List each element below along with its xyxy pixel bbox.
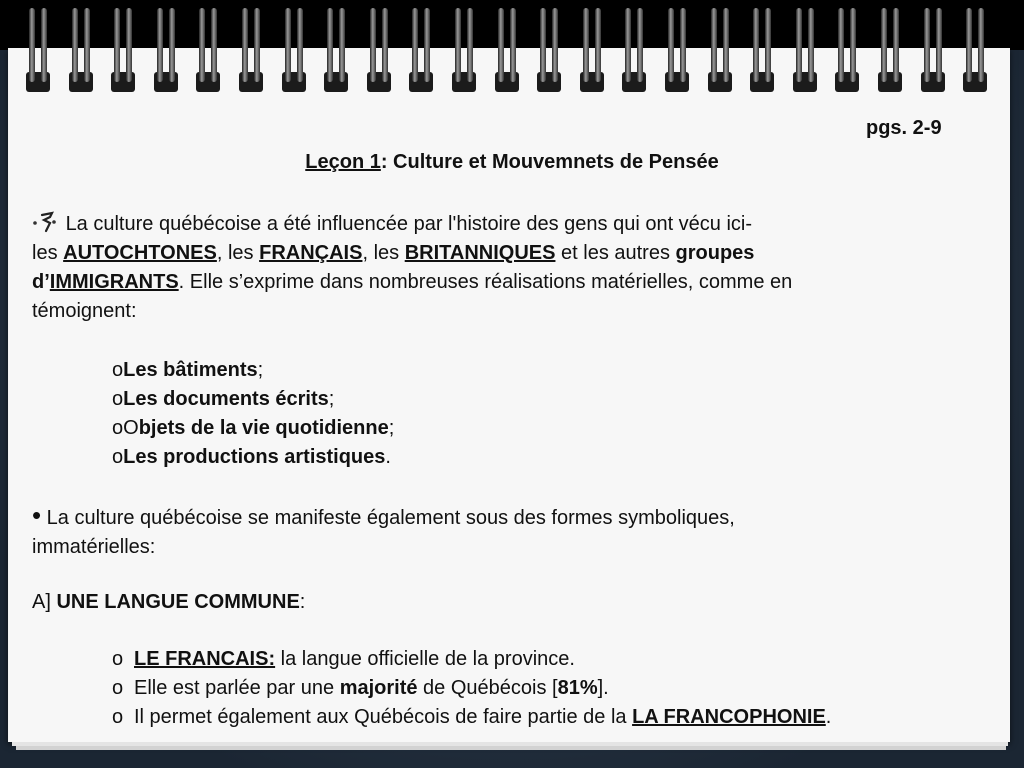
spiral-ring [194, 6, 224, 92]
text: Les productions artistiques [123, 446, 386, 468]
text: UNE LANGUE COMMUNE [56, 591, 300, 613]
list-marker: o [112, 388, 124, 410]
text: : [299, 591, 306, 613]
text: O [123, 417, 139, 439]
list-marker: o [112, 648, 124, 670]
text: . [825, 706, 832, 728]
spiral-ring [493, 6, 523, 92]
text: immatérielles: [32, 536, 156, 558]
text: A] [32, 591, 57, 613]
spiral-ring [67, 6, 97, 92]
paragraph-2 [32, 501, 992, 562]
spiral-ring [407, 6, 437, 92]
list-item [112, 443, 992, 472]
keyword-francais: FRANÇAIS [259, 242, 363, 264]
text: LE FRANCAIS: [134, 648, 276, 670]
paragraph-1-line-1: La culture québécoise a été influencée par l'histoire des gens qui ont vécu ici- [65, 213, 753, 235]
spiral-ring [706, 6, 736, 92]
text: la langue officielle de la province. [275, 648, 575, 670]
spiral-ring [450, 6, 480, 92]
lesson-number: Leçon 1 [305, 151, 381, 173]
spiral-ring [833, 6, 863, 92]
text: bjets de la vie quotidienne [138, 417, 389, 439]
spiral-ring [876, 6, 906, 92]
list-item [112, 674, 992, 703]
spiral-ring [322, 6, 352, 92]
spiral-ring [237, 6, 267, 92]
text: LA FRANCOPHONIE [632, 706, 826, 728]
text: Il permet également aux Québécois de faire partie de la [134, 706, 633, 728]
text: Elle est parlée par une [134, 677, 340, 699]
lesson-subtitle: : Culture et Mouvemnets de Pensée [380, 151, 719, 173]
list-2 [112, 645, 992, 732]
text: La culture québécoise se manifeste également sous des formes symboliques, [46, 507, 735, 529]
text: . Elle s’exprime dans nombreuses réalisations matérielles, comme en [178, 271, 793, 293]
decorative-bullet-icon [32, 211, 60, 233]
list-item [112, 356, 992, 385]
text: 81% [557, 677, 598, 699]
text: et les autres [555, 242, 676, 264]
lesson-title [0, 148, 1024, 177]
spiral-ring [663, 6, 693, 92]
keyword-d: d’ [32, 271, 50, 293]
list-marker: o [112, 417, 124, 439]
text: de Québécois [ [417, 677, 558, 699]
page-edge [16, 746, 1006, 750]
text: , les [216, 242, 260, 264]
list-item [112, 645, 992, 674]
text: , les [362, 242, 405, 264]
text: ; [388, 417, 395, 439]
list-marker: o [112, 706, 124, 728]
text: majorité [339, 677, 418, 699]
keyword-autochtones: AUTOCHTONES [63, 242, 217, 264]
section-a-heading [32, 588, 992, 617]
list-item [112, 414, 992, 443]
list-marker: o [112, 446, 124, 468]
spiral-binding [0, 6, 1024, 92]
text: les [32, 242, 64, 264]
list-marker: o [112, 677, 124, 699]
list-1 [112, 356, 992, 472]
spiral-ring [748, 6, 778, 92]
spiral-ring [535, 6, 565, 92]
text: ; [328, 388, 335, 410]
text: témoignent: [32, 300, 137, 322]
paragraph-1 [32, 210, 992, 326]
spiral-ring [280, 6, 310, 92]
spiral-ring [620, 6, 650, 92]
spiral-ring [578, 6, 608, 92]
text: ; [257, 359, 264, 381]
keyword-britanniques: BRITANNIQUES [404, 242, 556, 264]
text: Les bâtiments [123, 359, 258, 381]
list-item [112, 385, 992, 414]
text: ]. [597, 677, 609, 699]
keyword-immigrants: IMMIGRANTS [49, 271, 179, 293]
list-item [112, 703, 992, 732]
spiral-ring [24, 6, 54, 92]
text: . [385, 446, 391, 468]
spiral-ring [791, 6, 821, 92]
keyword-groupes: groupes [675, 242, 755, 264]
text: Les documents écrits [123, 388, 329, 410]
page-reference: pgs. 2-9 [866, 117, 942, 139]
list-marker: o [112, 359, 124, 381]
spiral-ring [365, 6, 395, 92]
spiral-ring [109, 6, 139, 92]
spiral-ring [919, 6, 949, 92]
spiral-ring [152, 6, 182, 92]
bullet: • [32, 500, 42, 530]
spiral-ring [961, 6, 991, 92]
